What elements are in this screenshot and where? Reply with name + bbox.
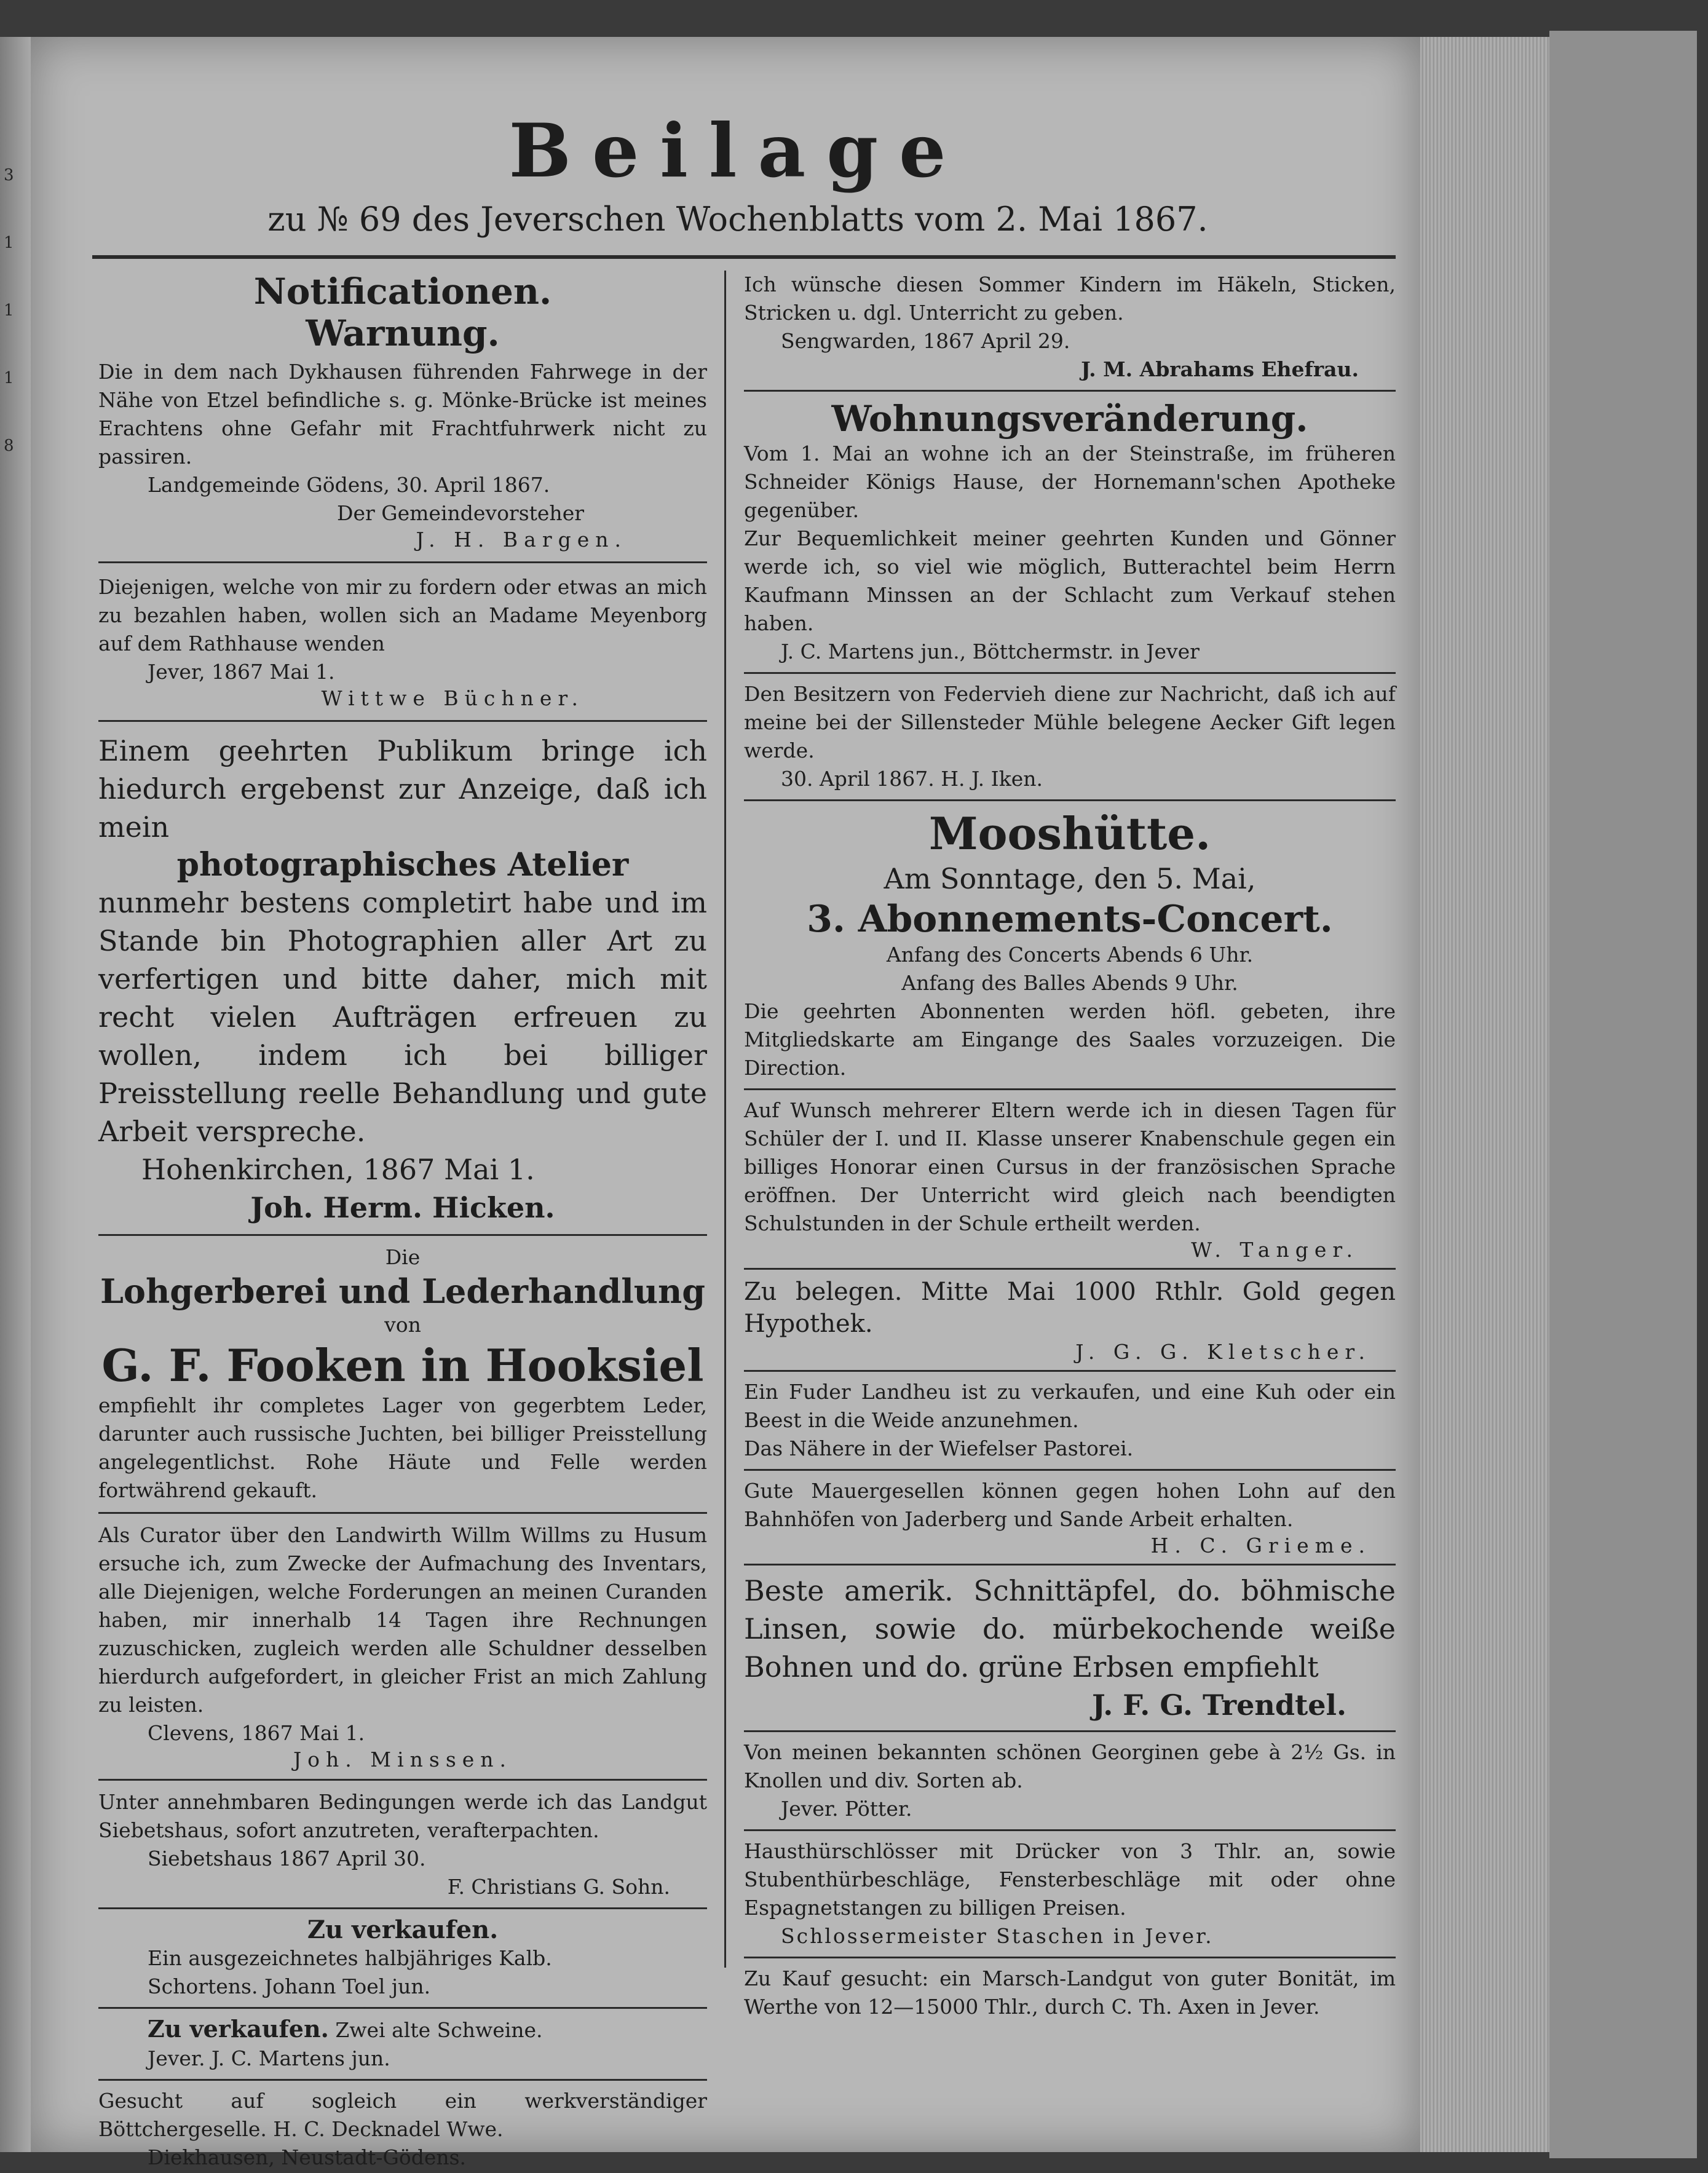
georginen-signature: Jever. Pötter. <box>781 1797 912 1821</box>
divider <box>98 1907 707 1909</box>
margin-numbers <box>4 141 14 480</box>
sale-2-body: Zwei alte Schweine. <box>335 2018 543 2042</box>
curator-date: Clevens, 1867 Mai 1. <box>148 1721 365 1745</box>
federvieh-body: Den Besitzern von Federvieh diene zur Nachricht, daß ich auf meine bei der Sillensteder Mühle belegene Aecker Gift legen werde. <box>744 682 1396 762</box>
divider <box>744 390 1396 392</box>
federvieh-signature: 30. April 1867. H. J. Iken. <box>781 767 1043 791</box>
georginen-body: Von meinen bekannten schönen Georginen gebe à 2½ Gs. in Knollen und div. Sorten ab. <box>744 1740 1396 1792</box>
landgut-date: Siebetshaus 1867 April 30. <box>148 1846 426 1870</box>
sale-1-signature: Schortens. Johann Toel jun. <box>148 1974 431 1998</box>
trendtel-body: Beste amerik. Schnittäpfel, do. böhmische Linsen, sowie do. mürbekochende weiße Bohnen und do. grüne Erbsen empfiehlt <box>744 1574 1396 1684</box>
warning-role: Der Gemeindevorsteher <box>337 501 584 525</box>
mooshuette-body: Die geehrten Abonnenten werden höfl. gebeten, ihre Mitgliedskarte am Eingange des Saales vorzuzeigen. Die Direction. <box>744 999 1396 1080</box>
divider <box>98 2007 707 2009</box>
notifications-heading: Notificationen. <box>253 271 552 312</box>
divider <box>744 799 1396 801</box>
sale-1-heading: Zu verkaufen. <box>307 1915 499 1944</box>
left-page-edge <box>0 37 31 2152</box>
curator-body: Als Curator über den Landwirth Willm Willms zu Husum ersuche ich, zum Zwecke der Aufmachung des Inventars, alle Diejenigen, welche Forderungen an meinen Curanden haben, mir innerhalb 14 Tagen ihre Rechnungen zuzuschicken, zugleich werden alle Schuldner desselben hierdurch aufgefordert, in gleicher Frist an mich Zahlung zu leisten. <box>98 1523 707 1717</box>
belegen-signature: J. G. G. Kletscher. <box>1075 1340 1371 1364</box>
mooshuette-date: Am Sonntage, den 5. Mai, <box>884 862 1256 895</box>
staschen-body: Hausthürschlösser mit Drücker von 3 Thlr. an, sowie Stubenthürbeschläge, Fensterbeschläge mit oder ohne Espagnetstangen zu billigen Preisen. <box>744 1839 1396 1920</box>
mooshuette-heading: Mooshütte. <box>928 807 1211 860</box>
photo-signature: Joh. Herm. Hicken. <box>250 1191 555 1224</box>
margin-number: 1 <box>4 369 14 387</box>
photo-heading: photographisches Atelier <box>176 846 629 884</box>
loh-company-name: G. F. Fooken in Hooksiel <box>101 1339 704 1391</box>
divider <box>744 1268 1396 1270</box>
loh-von: von <box>384 1313 421 1337</box>
left-column <box>98 271 707 2172</box>
wohnung-heading: Wohnungsveränderung. <box>831 398 1308 440</box>
trendtel-signature: J. F. G. Trendtel. <box>1092 1688 1346 1722</box>
staschen-signature: Schlossermeister Staschen in Jever. <box>781 1924 1214 1948</box>
divider <box>744 1730 1396 1732</box>
loh-body: empfiehlt ihr completes Lager von gegerbtem Leder, darunter auch russische Juchten, bei billiger Preisstellung angelegentlichst. Rohe Häute und Felle werden fortwährend gekauft. <box>98 1393 707 1502</box>
buchner-signature: Wittwe Büchner. <box>321 686 584 710</box>
photo-body-intro: Einem geehrten Publikum bringe ich hiedurch ergebenst zur Anzeige, daß ich mein <box>98 734 707 844</box>
divider <box>98 1234 707 1236</box>
kauf-body: Zu Kauf gesucht: ein Marsch-Landgut von guter Bonität, im Werthe von 12—15000 Thlr., durch C. Th. Axen in Jever. <box>744 1966 1396 2019</box>
curator-signature: Joh. Minssen. <box>293 1748 513 1771</box>
divider <box>98 1779 707 1781</box>
newspaper-page <box>31 37 1420 2169</box>
tanger-body: Auf Wunsch mehrerer Eltern werde ich in diesen Tagen für Schüler der I. und II. Klasse unserer Knabenschule gegen ein billiges Honorar einen Cursus in der französischen Sprache eröffnen. Der Unterricht wird gleich nach beendigten Schulstunden in der Schule ertheilt werden. <box>744 1098 1396 1235</box>
tanger-signature: W. Tanger. <box>1191 1238 1359 1262</box>
divider <box>98 561 707 563</box>
margin-number: 3 <box>4 166 14 184</box>
warning-body: Die in dem nach Dykhausen führenden Fahrwege in der Nähe von Etzel befindliche s. g. Mönke-Brücke ist meines Erachtens ohne Gefahr mit Frachtfuhrwerk nicht zu passiren. <box>98 360 707 469</box>
boettcher-signature: Diekhausen, Neustadt-Gödens. <box>148 2145 467 2169</box>
margin-number: 8 <box>4 437 14 455</box>
loh-die: Die <box>385 1245 421 1269</box>
margin-number: 1 <box>4 301 14 320</box>
page-subtitle: zu № 69 des Jeverschen Wochenblatts vom 2. Mai 1867. <box>267 200 1208 239</box>
belegen-body: Zu belegen. Mitte Mai 1000 Rthlr. Gold gegen Hypothek. <box>744 1278 1396 1338</box>
sale-2-heading: Zu verkaufen. <box>148 2015 329 2043</box>
divider <box>744 1957 1396 1958</box>
divider <box>98 1512 707 1514</box>
divider <box>98 720 707 722</box>
column-divider <box>724 271 726 1968</box>
landgut-signature: F. Christians G. Sohn. <box>447 1875 670 1899</box>
divider <box>744 1469 1396 1471</box>
photo-date: Hohenkirchen, 1867 Mai 1. <box>141 1153 535 1186</box>
warning-heading: Warnung. <box>306 312 500 354</box>
landgut-body: Unter annehmbaren Bedingungen werde ich das Landgut Siebetshaus, sofort anzutreten, verafterpachten. <box>98 1790 707 1842</box>
photo-body: nunmehr bestens completirt habe und im Stande bin Photographien aller Art zu verfertigen und bitte daher, mich mit recht vielen Aufträgen erfreuen zu wollen, indem ich bei billiger Preisstellung reelle Behandlung und gute Arbeit verspreche. <box>98 886 707 1148</box>
maurer-signature: H. C. Grieme. <box>1150 1534 1371 1558</box>
maurer-body: Gute Mauergesellen können gegen hohen Lohn auf den Bahnhöfen von Jaderberg und Sande Arbeit erhalten. <box>744 1479 1396 1531</box>
wohnung-signature: J. C. Martens jun., Böttchermstr. in Jever <box>781 639 1200 663</box>
page-title: Beilage <box>508 108 967 194</box>
buchner-body: Diejenigen, welche von mir zu fordern oder etwas an mich zu bezahlen haben, wollen sich an Madame Meyenborg auf dem Rathhause wenden <box>98 575 707 655</box>
boettcher-body: Gesucht auf sogleich ein werkverständiger Böttchergeselle. H. C. Decknadel Wwe. <box>98 2089 707 2141</box>
mooshuette-ball-time: Anfang des Balles Abends 9 Uhr. <box>901 971 1238 995</box>
warning-date: Landgemeinde Gödens, 30. April 1867. <box>148 473 550 497</box>
kinder-date: Sengwarden, 1867 April 29. <box>781 329 1070 353</box>
divider <box>98 2079 707 2081</box>
divider <box>744 1370 1396 1372</box>
header-rule <box>92 255 1396 259</box>
margin-number: 1 <box>4 234 14 252</box>
fuder-body: Ein Fuder Landheu ist zu verkaufen, und eine Kuh oder ein Beest in die Weide anzunehmen. Das Nähere in der Wiefelser Pastorei. <box>744 1380 1396 1460</box>
kinder-signature: J. M. Abrahams Ehefrau. <box>1081 357 1359 381</box>
sale-2-signature: Jever. J. C. Martens jun. <box>148 2046 390 2070</box>
mooshuette-concert: 3. Abonnements-Concert. <box>807 898 1333 941</box>
divider <box>744 672 1396 674</box>
warning-signature: J. H. Bargen. <box>416 528 627 552</box>
divider <box>744 1829 1396 1831</box>
buchner-date: Jever, 1867 Mai 1. <box>148 660 335 684</box>
mooshuette-concert-time: Anfang des Concerts Abends 6 Uhr. <box>886 943 1254 967</box>
wohnung-body: Vom 1. Mai an wohne ich an der Steinstraße, im früheren Schneider Königs Hause, der Hornemann'schen Apotheke gegenüber. Zur Bequemlichkeit meiner geehrten Kunden und Gönner werde ich, so viel wie möglich, Butterachtel beim Herrn Kaufmann Minssen an der Schlacht zum Verkauf stehen haben. <box>744 441 1396 635</box>
page-edges <box>1408 37 1549 2152</box>
sale-1-body: Ein ausgezeichnetes halbjähriges Kalb. <box>148 1946 552 1970</box>
right-column <box>744 271 1396 2021</box>
book-cover <box>1549 31 1697 2158</box>
divider <box>744 1088 1396 1090</box>
divider <box>744 1564 1396 1565</box>
kinder-body: Ich wünsche diesen Sommer Kindern im Häkeln, Sticken, Stricken u. dgl. Unterricht zu geben. <box>744 272 1396 325</box>
loh-heading: Lohgerberei und Lederhandlung <box>100 1272 706 1311</box>
